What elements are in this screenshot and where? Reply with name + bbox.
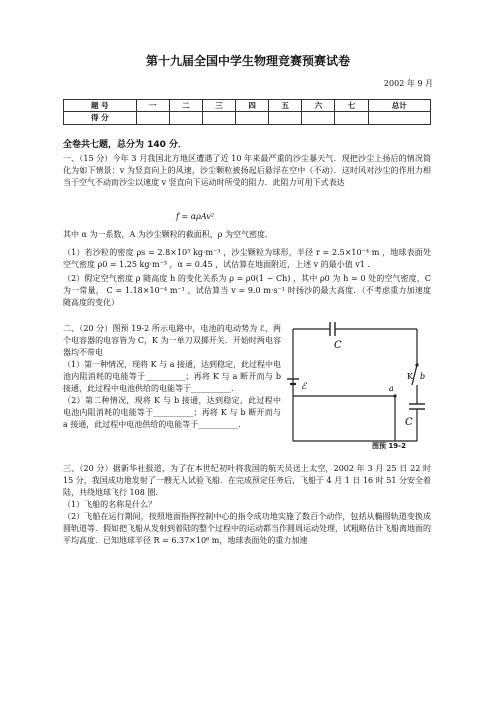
score-cell: [335, 112, 368, 124]
node-a-label: a: [389, 384, 394, 393]
score-header-cell: 七: [335, 100, 368, 112]
exam-date: 2002 年 9 月: [383, 79, 433, 88]
q1-formula: f = αρAv²: [176, 212, 215, 221]
node-b-label: b: [420, 372, 426, 381]
score-cell: [269, 112, 302, 124]
node-a-dot: [393, 394, 396, 397]
switch-k-label: K: [407, 372, 413, 381]
q1-part2: （2）假定空气密度 ρ 随高度 h 的变化关系为 ρ = ρ0(1 − Ch) ，其中 ρ0 为 h = 0 处的空气密度，C 为一常量， C = 1.18×10⁻⁴ m⁻¹ ，试估算当 v = 9.0 m·s⁻¹ 时扬沙的最大高度．（不考虑重力加速度随高度的变化）: [63, 274, 431, 307]
score-cell: [236, 112, 269, 124]
switch-pivot: [415, 363, 418, 366]
score-cell: [169, 112, 202, 124]
score-table-score-row: [64, 112, 431, 124]
score-header-cell: 一: [136, 100, 169, 112]
q3-part1: （1）飞船的名称是什么？: [63, 500, 157, 509]
score-table: [63, 99, 431, 125]
score-table-header-row: [64, 100, 431, 112]
score-cell: [302, 112, 335, 124]
score-row-label: 得 分: [64, 112, 137, 124]
battery-label: ℰ: [301, 382, 307, 392]
q1-explain: 其中 α 为一系数，A 为沙尘颗粒的截面积，ρ 为空气密度．: [63, 230, 274, 239]
score-header-cell: 总计: [368, 100, 430, 112]
q1-part1: （1）若沙粒的密度 ρs = 2.8×10³ kg·m⁻³ ，沙尘颗粒为球形，半径 r = 2.5×10⁻⁴ m ，地球表面处空气密度 ρ0 = 1.25 kg·m⁻³ ，α = 0.45 ，试估算在地面附近，上述 v 的最小值 v1 ．: [63, 248, 431, 269]
score-cell: [368, 112, 430, 124]
exam-title: 第十九届全国中学生物理竞赛预赛试卷: [145, 54, 350, 68]
score-header-cell: 二: [169, 100, 202, 112]
q2-text: 二、（20 分）图预 19-2 所示电路中，电池的电动势为 ℰ，两个电容器的电容皆为 C，K 为一单刀双掷开关．开始时两电容器均不带电: [63, 324, 281, 357]
score-cell: [202, 112, 235, 124]
q3-text: 三、（20 分）据新华社报道，为了在本世纪初叶将我国的航天员送上太空，2002 年 3 月 25 日 22 时 15 分，我国成功地发射了一艘无人试验飞船．在完成预定任务后，飞船于 4 月 1 日 16 时 51 分安全着陆，共绕地球飞行 108 圈．: [63, 464, 431, 497]
score-cell: [136, 112, 169, 124]
q3-part2: （2）飞船在运行期间，按照地面指挥控制中心的指令成功地实施了数百个动作，包括从椭圆轨道变换成圆轨道等．假如把飞船从发射到着陆的整个过程中的运动都当作圆周运动处理，试粗略估计飞船离地面的平均高度．已知地球半径 R = 6.37×10⁶ m，地球表面处的重力加速: [63, 512, 431, 545]
q1-intro: 一、（15 分）今年 3 月我国北方地区遭遇了近 10 年来最严重的沙尘暴天气．现把沙尘上扬后的情况简化为如下情景：v 为竖直向上的风速，沙尘颗粒被扬起后悬浮在空中（不动）．这时风对沙尘的作用力相当于空气不动而沙尘以速度 v 竖直向下运动时所受的阻力．此阻力可用下式表达: [63, 154, 431, 187]
q2-part1: （1）第一种情况，现将 K 与 a 接通，达到稳定，此过程中电池内阻消耗的电能等于__________；再将 K 与 a 断开而与 b 接通，此过程中电池供给的电能等于__________．: [63, 360, 282, 393]
score-header-cell: 六: [302, 100, 335, 112]
cap-top-label: C: [334, 340, 342, 351]
exam-summary: 全卷共七题，总分为 140 分．: [63, 140, 188, 150]
cap-right-label: C: [405, 417, 413, 428]
circuit-diagram: [287, 319, 433, 454]
figure-label: 图预 19-2: [372, 442, 406, 450]
q2-part2: （2）第二种情况，现将 K 与 b 接通，达到稳定，此过程中电池内阻消耗的电能等于__________；再将 K 与 b 断开而与 a 接通，此过程中电池供给的电能等于__________．: [63, 396, 281, 429]
score-header-cell: 五: [269, 100, 302, 112]
score-header-cell: 四: [236, 100, 269, 112]
score-header-cell: 三: [202, 100, 235, 112]
score-header-cell: 题 号: [64, 100, 137, 112]
